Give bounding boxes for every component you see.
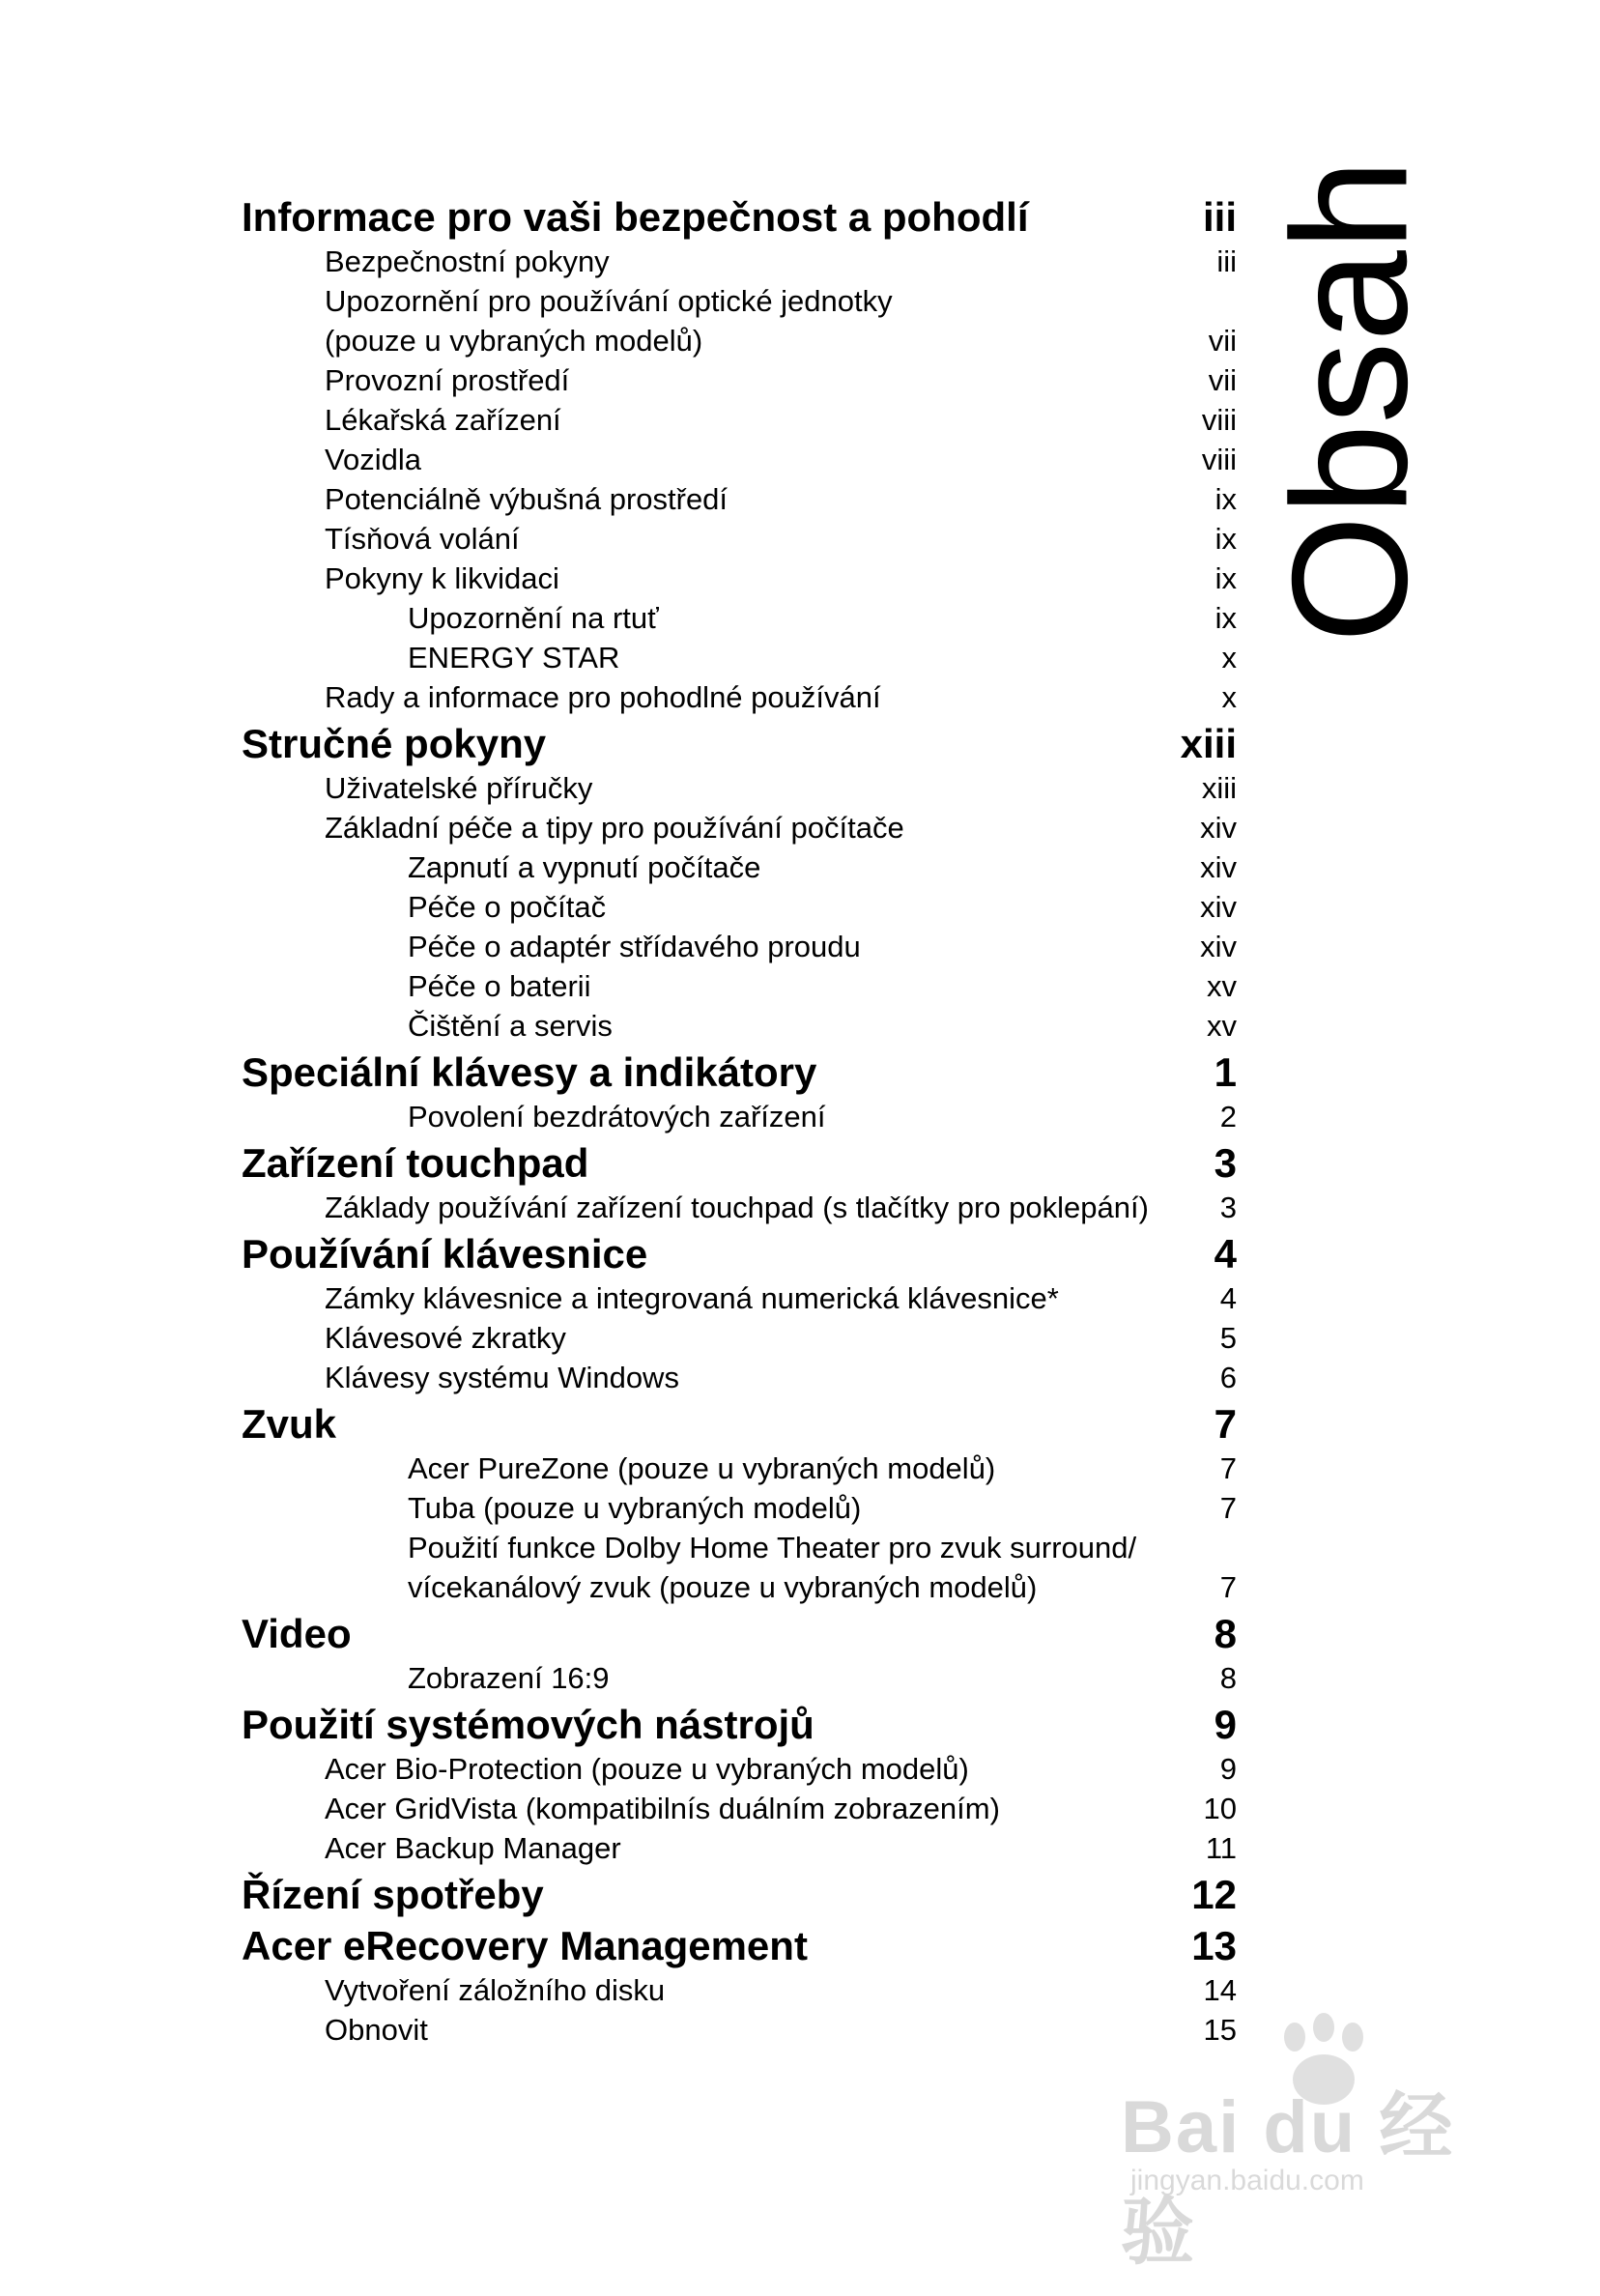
toc-entry-title: Acer Backup Manager	[325, 1831, 621, 1865]
toc-entry-page: x	[1221, 680, 1237, 714]
toc-entry[interactable]	[242, 768, 1237, 808]
baidu-watermark	[1111, 2010, 1517, 2274]
toc-entry-page: 6	[1219, 1361, 1237, 1394]
toc-entry-page: vii	[1208, 363, 1237, 397]
toc-entry[interactable]	[242, 638, 1237, 677]
toc-entry[interactable]	[242, 1828, 1237, 1868]
toc-entry-page: viii	[1201, 403, 1237, 437]
toc-entry-page: 13	[1191, 1923, 1237, 1968]
toc-entry[interactable]	[242, 440, 1237, 479]
toc-entry[interactable]	[242, 1658, 1237, 1698]
toc-entry-title: Stručné pokyny	[242, 721, 547, 766]
toc-entry[interactable]	[242, 479, 1237, 519]
toc-entry-page: xiv	[1200, 930, 1237, 963]
toc-entry-page: xiv	[1200, 890, 1237, 924]
toc-entry-title: Acer eRecovery Management	[242, 1923, 808, 1968]
toc-entry[interactable]	[242, 2010, 1237, 2050]
toc-entry-title: Klávesové zkratky	[325, 1321, 566, 1355]
toc-entry-title: Acer PureZone (pouze u vybraných modelů)	[408, 1451, 996, 1485]
toc-chapter[interactable]	[242, 1922, 1237, 1970]
toc-entry[interactable]	[242, 847, 1237, 887]
toc-entry[interactable]	[242, 887, 1237, 927]
toc-entry-page: 7	[1219, 1570, 1237, 1604]
toc-entry[interactable]	[242, 808, 1237, 847]
toc-entry-page: ix	[1214, 482, 1237, 516]
toc-entry-page: xiv	[1200, 811, 1237, 845]
toc-entry[interactable]	[242, 281, 1237, 321]
toc-chapter[interactable]	[242, 1139, 1237, 1188]
toc-entry-title: Uživatelské příručky	[325, 771, 593, 805]
toc-entry-title: Obnovit	[325, 2013, 428, 2047]
toc-entry-title: Bezpečnostní pokyny	[325, 244, 610, 278]
toc-entry-page: 4	[1214, 1231, 1237, 1277]
toc-entry[interactable]	[242, 1749, 1237, 1789]
toc-entry-title: Používání klávesnice	[242, 1231, 648, 1277]
toc-entry-page: xiii	[1180, 721, 1237, 766]
toc-entry-page: 8	[1219, 1661, 1237, 1695]
toc-entry-page: vii	[1208, 324, 1237, 358]
toc-entry-page: 7	[1219, 1491, 1237, 1525]
toc-entry-page: 2	[1219, 1100, 1237, 1134]
toc-entry-page: ix	[1214, 561, 1237, 595]
toc-entry[interactable]	[242, 1318, 1237, 1358]
toc-entry-title: Vozidla	[325, 443, 421, 476]
toc-entry-page: 9	[1219, 1752, 1237, 1786]
toc-entry-title: Čištění a servis	[408, 1009, 613, 1043]
toc-entry-page: iii	[1202, 194, 1237, 240]
toc-entry-page: 11	[1205, 1831, 1237, 1865]
toc-entry[interactable]	[242, 321, 1237, 360]
toc-entry-page: xv	[1207, 1009, 1237, 1043]
toc-entry-title: Péče o počítač	[408, 890, 607, 924]
toc-entry-page: x	[1221, 641, 1237, 674]
toc-entry[interactable]	[242, 360, 1237, 400]
toc-entry-page: 3	[1214, 1140, 1237, 1186]
watermark-brand: Bai du 经验	[1121, 2086, 1455, 2274]
toc-entry-page: ix	[1214, 601, 1237, 635]
toc-entry-title: Použití systémových nástrojů	[242, 1702, 814, 1747]
toc-entry-title: Lékařská zařízení	[325, 403, 561, 437]
toc-chapter[interactable]	[242, 1230, 1237, 1278]
toc-entry-title: Potenciálně výbušná prostředí	[325, 482, 729, 516]
toc-entry-title: (pouze u vybraných modelů)	[325, 324, 703, 358]
toc-entry-title: Zámky klávesnice a integrovaná numerická klávesnice*	[325, 1281, 1059, 1315]
toc-entry-page: 12	[1191, 1872, 1237, 1917]
toc-entry-title: Acer GridVista (kompatibilnís duálním zobrazením)	[325, 1792, 1000, 1825]
toc-entry-title: vícekanálový zvuk (pouze u vybraných modelů)	[408, 1570, 1038, 1604]
toc-entry-title: Video	[242, 1611, 352, 1656]
toc-entry-page: 7	[1214, 1401, 1237, 1447]
toc-entry[interactable]	[242, 1097, 1237, 1136]
toc-entry-page: 15	[1203, 2013, 1237, 2047]
toc-entry-page: 10	[1203, 1792, 1237, 1825]
toc-entry-page: 3	[1219, 1191, 1237, 1224]
side-title-text: Obsah	[1258, 158, 1442, 644]
toc-chapter[interactable]	[242, 1610, 1237, 1658]
watermark-url: jingyan.baidu.com	[1130, 2165, 1364, 2196]
toc-entry[interactable]	[242, 1789, 1237, 1828]
toc-entry[interactable]	[242, 1488, 1237, 1528]
toc-entry[interactable]	[242, 400, 1237, 440]
toc-entry-title: Tísňová volání	[325, 522, 520, 556]
toc-entry[interactable]	[242, 519, 1237, 559]
toc-entry-title: Povolení bezdrátových zařízení	[408, 1100, 826, 1134]
toc-entry-page: 1	[1214, 1049, 1237, 1095]
toc-entry[interactable]	[242, 927, 1237, 966]
toc-entry[interactable]	[242, 677, 1237, 717]
toc-entry-title: Tuba (pouze u vybraných modelů)	[408, 1491, 862, 1525]
toc-entry-title: Zařízení touchpad	[242, 1140, 589, 1186]
toc-entry-page: 14	[1203, 1973, 1237, 2007]
toc-entry-title: Upozornění na rtuť	[408, 601, 659, 635]
toc-entry-title: Pokyny k likvidaci	[325, 561, 559, 595]
toc-entry[interactable]	[242, 1358, 1237, 1397]
toc-entry-title: Upozornění pro používání optické jednotky	[325, 284, 893, 318]
toc-entry[interactable]	[242, 1278, 1237, 1318]
toc-entry-page: 9	[1214, 1702, 1237, 1747]
toc-entry-page: xiv	[1200, 850, 1237, 884]
toc-entry-title: ENERGY STAR	[408, 641, 620, 674]
toc-entry-title: Provozní prostředí	[325, 363, 570, 397]
toc-entry-page: viii	[1201, 443, 1237, 476]
toc-entry[interactable]	[242, 1528, 1237, 1567]
toc-entry-page: 7	[1219, 1451, 1237, 1485]
toc-entry-title: Zapnutí a vypnutí počítače	[408, 850, 761, 884]
toc-entry-page: 5	[1219, 1321, 1237, 1355]
toc-entry-page: xiii	[1201, 771, 1237, 805]
toc-entry[interactable]	[242, 559, 1237, 598]
toc-entry-title: Speciální klávesy a indikátory	[242, 1049, 817, 1095]
toc-entry[interactable]	[242, 1006, 1237, 1046]
toc-chapter[interactable]	[242, 1701, 1237, 1749]
toc-entry[interactable]	[242, 1567, 1237, 1607]
toc-entry-title: Zobrazení 16:9	[408, 1661, 610, 1695]
toc-entry[interactable]	[242, 242, 1237, 281]
table-of-contents	[242, 193, 1237, 2050]
toc-entry-title: Zvuk	[242, 1401, 337, 1447]
toc-chapter[interactable]	[242, 193, 1237, 242]
toc-entry-title: Řízení spotřeby	[242, 1872, 544, 1917]
toc-entry[interactable]	[242, 966, 1237, 1006]
toc-entry-page: 4	[1219, 1281, 1237, 1315]
toc-entry[interactable]	[242, 598, 1237, 638]
toc-entry-page: iii	[1216, 244, 1237, 278]
toc-entry[interactable]	[242, 1970, 1237, 2010]
toc-chapter[interactable]	[242, 720, 1237, 768]
toc-entry-title: Acer Bio-Protection (pouze u vybraných modelů)	[325, 1752, 969, 1786]
side-title	[1253, 158, 1446, 644]
toc-entry-title: Použití funkce Dolby Home Theater pro zvuk surround/	[408, 1531, 1137, 1564]
toc-chapter[interactable]	[242, 1400, 1237, 1449]
toc-entry-title: Základy používání zařízení touchpad (s tlačítky pro poklepání)	[325, 1191, 1149, 1224]
toc-entry-page: xv	[1207, 969, 1237, 1003]
toc-entry-title: Základní péče a tipy pro používání počítače	[325, 811, 904, 845]
toc-entry-page: ix	[1214, 522, 1237, 556]
toc-entry-title: Vytvoření záložního disku	[325, 1973, 666, 2007]
toc-chapter[interactable]	[242, 1048, 1237, 1097]
toc-entry-page: 8	[1214, 1611, 1237, 1656]
toc-entry-title: Péče o baterii	[408, 969, 591, 1003]
toc-chapter[interactable]	[242, 1871, 1237, 1919]
toc-entry[interactable]	[242, 1449, 1237, 1488]
toc-entry-title: Informace pro vaši bezpečnost a pohodlí	[242, 194, 1029, 240]
toc-entry-title: Péče o adaptér střídavého proudu	[408, 930, 861, 963]
toc-entry-title: Klávesy systému Windows	[325, 1361, 679, 1394]
toc-entry-title: Rady a informace pro pohodlné používání	[325, 680, 881, 714]
toc-entry[interactable]	[242, 1188, 1237, 1227]
